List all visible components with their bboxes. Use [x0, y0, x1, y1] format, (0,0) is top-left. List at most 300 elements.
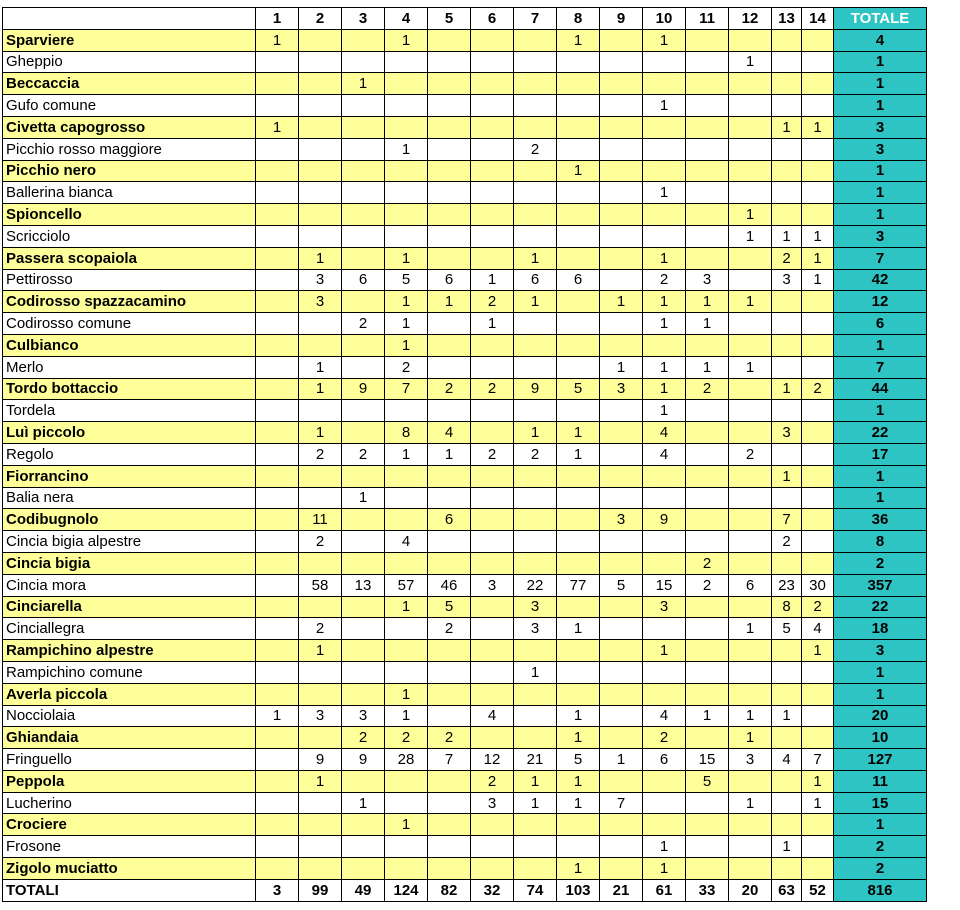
column-total-cell: 82: [428, 879, 471, 901]
count-cell: [802, 95, 834, 117]
count-cell: [802, 73, 834, 95]
row-total-cell: 15: [834, 792, 927, 814]
count-cell: [772, 770, 802, 792]
column-header: 1: [256, 8, 299, 30]
count-cell: [299, 182, 342, 204]
species-name: Balia nera: [3, 487, 256, 509]
count-cell: [471, 836, 514, 858]
count-cell: [686, 618, 729, 640]
count-cell: [428, 705, 471, 727]
count-cell: [729, 269, 772, 291]
count-cell: 2: [299, 443, 342, 465]
count-cell: [557, 596, 600, 618]
table-row: [3, 618, 927, 640]
count-cell: 12: [471, 749, 514, 771]
table-row: [3, 552, 927, 574]
table-row: [3, 356, 927, 378]
count-cell: [428, 640, 471, 662]
count-cell: [471, 531, 514, 553]
count-cell: [729, 596, 772, 618]
count-cell: [643, 465, 686, 487]
table-row: [3, 814, 927, 836]
count-cell: [600, 334, 643, 356]
count-cell: [514, 29, 557, 51]
count-cell: [729, 247, 772, 269]
table-row: [3, 95, 927, 117]
count-cell: 1: [385, 705, 428, 727]
count-cell: 1: [729, 291, 772, 313]
count-cell: [471, 334, 514, 356]
row-total-cell: 1: [834, 95, 927, 117]
species-name: Codirosso comune: [3, 313, 256, 335]
count-cell: 1: [600, 291, 643, 313]
count-cell: [643, 160, 686, 182]
count-cell: [471, 509, 514, 531]
count-cell: [342, 465, 385, 487]
count-cell: 1: [557, 160, 600, 182]
count-cell: 1: [643, 29, 686, 51]
count-cell: 1: [729, 727, 772, 749]
count-cell: [600, 640, 643, 662]
count-cell: 6: [514, 269, 557, 291]
count-cell: [772, 814, 802, 836]
row-total-cell: 22: [834, 596, 927, 618]
count-cell: 1: [256, 29, 299, 51]
count-cell: 1: [643, 313, 686, 335]
count-cell: [471, 225, 514, 247]
row-total-cell: 22: [834, 422, 927, 444]
table-row: [3, 378, 927, 400]
count-cell: [385, 51, 428, 73]
species-name: Gufo comune: [3, 95, 256, 117]
count-cell: 6: [643, 749, 686, 771]
count-cell: 2: [802, 378, 834, 400]
count-cell: [385, 95, 428, 117]
count-cell: [600, 552, 643, 574]
count-cell: [686, 73, 729, 95]
count-cell: [256, 814, 299, 836]
count-cell: [729, 640, 772, 662]
count-cell: 1: [802, 269, 834, 291]
count-cell: [256, 204, 299, 226]
count-cell: [686, 640, 729, 662]
row-total-cell: 357: [834, 574, 927, 596]
count-cell: [686, 247, 729, 269]
table-row: [3, 291, 927, 313]
count-cell: [802, 356, 834, 378]
count-cell: 1: [557, 705, 600, 727]
count-cell: [256, 160, 299, 182]
count-cell: 1: [299, 640, 342, 662]
count-cell: 13: [342, 574, 385, 596]
count-cell: [600, 95, 643, 117]
count-cell: [686, 487, 729, 509]
count-cell: [772, 204, 802, 226]
count-cell: [342, 509, 385, 531]
count-cell: [557, 400, 600, 422]
count-cell: [802, 683, 834, 705]
count-cell: 7: [428, 749, 471, 771]
count-cell: [299, 138, 342, 160]
count-cell: 1: [299, 770, 342, 792]
count-cell: 1: [385, 443, 428, 465]
count-cell: [428, 116, 471, 138]
count-cell: 1: [385, 291, 428, 313]
count-cell: [557, 334, 600, 356]
count-cell: [514, 683, 557, 705]
count-cell: [772, 640, 802, 662]
count-cell: [686, 225, 729, 247]
count-cell: [256, 443, 299, 465]
count-cell: [514, 182, 557, 204]
count-cell: 3: [772, 422, 802, 444]
count-cell: [557, 225, 600, 247]
count-cell: 2: [299, 531, 342, 553]
count-cell: [471, 29, 514, 51]
count-cell: [600, 465, 643, 487]
species-name: Spioncello: [3, 204, 256, 226]
count-cell: [471, 596, 514, 618]
count-cell: [299, 400, 342, 422]
count-cell: [772, 51, 802, 73]
count-cell: [299, 160, 342, 182]
count-cell: [729, 73, 772, 95]
count-cell: [471, 204, 514, 226]
count-cell: [772, 792, 802, 814]
species-name: Civetta capogrosso: [3, 116, 256, 138]
count-cell: [772, 182, 802, 204]
count-cell: 5: [772, 618, 802, 640]
count-cell: 4: [385, 531, 428, 553]
count-cell: [385, 770, 428, 792]
count-cell: [557, 465, 600, 487]
count-cell: [686, 465, 729, 487]
species-name: Codibugnolo: [3, 509, 256, 531]
table-row: [3, 640, 927, 662]
count-cell: 1: [256, 116, 299, 138]
count-cell: 1: [385, 334, 428, 356]
count-cell: 4: [772, 749, 802, 771]
count-cell: [299, 683, 342, 705]
count-cell: [557, 531, 600, 553]
table-row: [3, 247, 927, 269]
species-name: Scricciolo: [3, 225, 256, 247]
count-cell: [772, 552, 802, 574]
count-cell: [802, 531, 834, 553]
count-cell: [802, 291, 834, 313]
count-cell: 2: [772, 531, 802, 553]
table-row: [3, 204, 927, 226]
count-cell: [600, 269, 643, 291]
count-cell: [802, 422, 834, 444]
count-cell: [385, 160, 428, 182]
count-cell: [802, 487, 834, 509]
count-cell: 9: [342, 378, 385, 400]
species-name: Tordela: [3, 400, 256, 422]
count-cell: 6: [557, 269, 600, 291]
count-cell: [772, 334, 802, 356]
count-cell: [729, 334, 772, 356]
species-name: Peppola: [3, 770, 256, 792]
count-cell: 2: [686, 378, 729, 400]
count-cell: [772, 683, 802, 705]
row-total-cell: 7: [834, 356, 927, 378]
count-cell: [514, 640, 557, 662]
row-total-cell: 4: [834, 29, 927, 51]
count-cell: [471, 814, 514, 836]
count-cell: [514, 51, 557, 73]
grand-total-cell: 816: [834, 879, 927, 901]
count-cell: 1: [643, 640, 686, 662]
count-cell: [471, 356, 514, 378]
count-cell: [299, 487, 342, 509]
count-cell: [643, 770, 686, 792]
count-cell: [643, 487, 686, 509]
count-cell: [686, 509, 729, 531]
column-total-cell: 52: [802, 879, 834, 901]
count-cell: 1: [557, 29, 600, 51]
count-cell: [256, 465, 299, 487]
count-cell: [514, 465, 557, 487]
count-cell: 1: [385, 247, 428, 269]
count-cell: 1: [772, 836, 802, 858]
count-cell: [514, 356, 557, 378]
count-cell: 1: [514, 661, 557, 683]
count-cell: [729, 683, 772, 705]
count-cell: [686, 836, 729, 858]
count-cell: [471, 247, 514, 269]
count-cell: 15: [643, 574, 686, 596]
table-row: [3, 29, 927, 51]
count-cell: 4: [428, 422, 471, 444]
count-cell: [299, 95, 342, 117]
count-cell: [299, 596, 342, 618]
count-cell: [772, 858, 802, 880]
count-cell: 1: [600, 356, 643, 378]
count-cell: [256, 531, 299, 553]
count-cell: 5: [557, 749, 600, 771]
count-cell: 1: [729, 618, 772, 640]
count-cell: 1: [772, 378, 802, 400]
table-row: [3, 465, 927, 487]
count-cell: [385, 509, 428, 531]
table-row: [3, 182, 927, 204]
column-header: 2: [299, 8, 342, 30]
table-body: [3, 29, 927, 901]
row-total-cell: 3: [834, 138, 927, 160]
count-cell: [772, 29, 802, 51]
count-cell: [471, 73, 514, 95]
count-cell: [428, 160, 471, 182]
column-total-cell: 32: [471, 879, 514, 901]
count-cell: [428, 95, 471, 117]
count-cell: [299, 334, 342, 356]
count-cell: [471, 182, 514, 204]
count-cell: [514, 814, 557, 836]
count-cell: 1: [643, 291, 686, 313]
count-cell: [385, 182, 428, 204]
count-cell: 3: [514, 596, 557, 618]
column-total-cell: 61: [643, 879, 686, 901]
count-cell: [299, 836, 342, 858]
species-name: Tordo bottaccio: [3, 378, 256, 400]
count-cell: [600, 683, 643, 705]
count-cell: [256, 749, 299, 771]
row-total-cell: 1: [834, 465, 927, 487]
count-cell: [256, 727, 299, 749]
count-cell: 1: [557, 443, 600, 465]
count-cell: [729, 29, 772, 51]
row-total-cell: 36: [834, 509, 927, 531]
count-cell: 1: [385, 596, 428, 618]
count-cell: 21: [514, 749, 557, 771]
count-cell: [385, 661, 428, 683]
count-cell: 1: [729, 705, 772, 727]
count-cell: [557, 313, 600, 335]
count-cell: 2: [342, 443, 385, 465]
count-cell: [729, 378, 772, 400]
count-cell: 1: [643, 858, 686, 880]
count-cell: 6: [729, 574, 772, 596]
count-cell: [643, 792, 686, 814]
count-cell: [802, 661, 834, 683]
column-total-cell: 21: [600, 879, 643, 901]
count-cell: [802, 509, 834, 531]
column-header: 12: [729, 8, 772, 30]
count-cell: [428, 356, 471, 378]
count-cell: [686, 596, 729, 618]
count-cell: [514, 204, 557, 226]
column-header: 6: [471, 8, 514, 30]
count-cell: [802, 814, 834, 836]
species-name: Ballerina bianca: [3, 182, 256, 204]
count-cell: [428, 836, 471, 858]
count-cell: [802, 552, 834, 574]
count-cell: 9: [299, 749, 342, 771]
row-total-cell: 8: [834, 531, 927, 553]
count-cell: 2: [342, 727, 385, 749]
species-name: Culbianco: [3, 334, 256, 356]
count-cell: 2: [471, 770, 514, 792]
count-cell: 1: [802, 770, 834, 792]
count-cell: 3: [514, 618, 557, 640]
count-cell: [686, 204, 729, 226]
count-cell: [802, 465, 834, 487]
count-cell: 4: [471, 705, 514, 727]
count-cell: [802, 858, 834, 880]
count-cell: 1: [643, 400, 686, 422]
count-cell: 2: [643, 269, 686, 291]
count-cell: [557, 356, 600, 378]
count-cell: [643, 225, 686, 247]
count-cell: [643, 116, 686, 138]
count-cell: 1: [802, 640, 834, 662]
count-cell: 4: [643, 443, 686, 465]
row-total-cell: 3: [834, 225, 927, 247]
count-cell: 1: [557, 858, 600, 880]
count-cell: [557, 683, 600, 705]
count-cell: [514, 836, 557, 858]
count-cell: [385, 836, 428, 858]
row-total-cell: 1: [834, 204, 927, 226]
count-cell: [428, 73, 471, 95]
count-cell: 1: [643, 95, 686, 117]
count-cell: [299, 858, 342, 880]
count-cell: 2: [471, 378, 514, 400]
count-cell: [600, 51, 643, 73]
count-cell: [385, 552, 428, 574]
count-cell: 1: [342, 73, 385, 95]
count-cell: [342, 640, 385, 662]
count-cell: 1: [514, 770, 557, 792]
count-cell: [686, 792, 729, 814]
count-cell: [729, 858, 772, 880]
count-cell: 3: [471, 792, 514, 814]
count-cell: [342, 51, 385, 73]
count-cell: [802, 182, 834, 204]
column-header: 11: [686, 8, 729, 30]
species-name: Cinciarella: [3, 596, 256, 618]
count-cell: [342, 160, 385, 182]
count-cell: [342, 770, 385, 792]
count-cell: 1: [772, 225, 802, 247]
totals-row: [3, 879, 927, 901]
count-cell: [299, 727, 342, 749]
row-total-cell: 1: [834, 51, 927, 73]
count-cell: [342, 400, 385, 422]
row-total-cell: 1: [834, 683, 927, 705]
table-row: [3, 138, 927, 160]
count-cell: [342, 422, 385, 444]
table-row: [3, 400, 927, 422]
count-cell: 2: [686, 574, 729, 596]
count-cell: 1: [686, 356, 729, 378]
row-total-cell: 1: [834, 182, 927, 204]
count-cell: 9: [514, 378, 557, 400]
count-cell: [256, 247, 299, 269]
corner-cell: [3, 8, 256, 30]
count-cell: [428, 247, 471, 269]
count-cell: 2: [428, 727, 471, 749]
row-total-cell: 1: [834, 487, 927, 509]
count-cell: [342, 836, 385, 858]
table-row: [3, 574, 927, 596]
count-cell: 2: [385, 727, 428, 749]
species-name: Cinciallegra: [3, 618, 256, 640]
column-total-cell: 103: [557, 879, 600, 901]
bird-count-table: [2, 7, 927, 902]
count-cell: [686, 95, 729, 117]
table-row: [3, 509, 927, 531]
species-name: Beccaccia: [3, 73, 256, 95]
count-cell: [802, 443, 834, 465]
column-header: 5: [428, 8, 471, 30]
count-cell: [256, 73, 299, 95]
row-total-cell: 10: [834, 727, 927, 749]
count-cell: [600, 313, 643, 335]
count-cell: 22: [514, 574, 557, 596]
count-cell: [643, 661, 686, 683]
count-cell: 1: [802, 247, 834, 269]
column-total-cell: 3: [256, 879, 299, 901]
count-cell: [802, 160, 834, 182]
count-cell: [385, 225, 428, 247]
count-cell: [686, 334, 729, 356]
count-cell: [514, 116, 557, 138]
count-cell: [729, 770, 772, 792]
count-cell: [557, 291, 600, 313]
count-cell: 1: [471, 313, 514, 335]
